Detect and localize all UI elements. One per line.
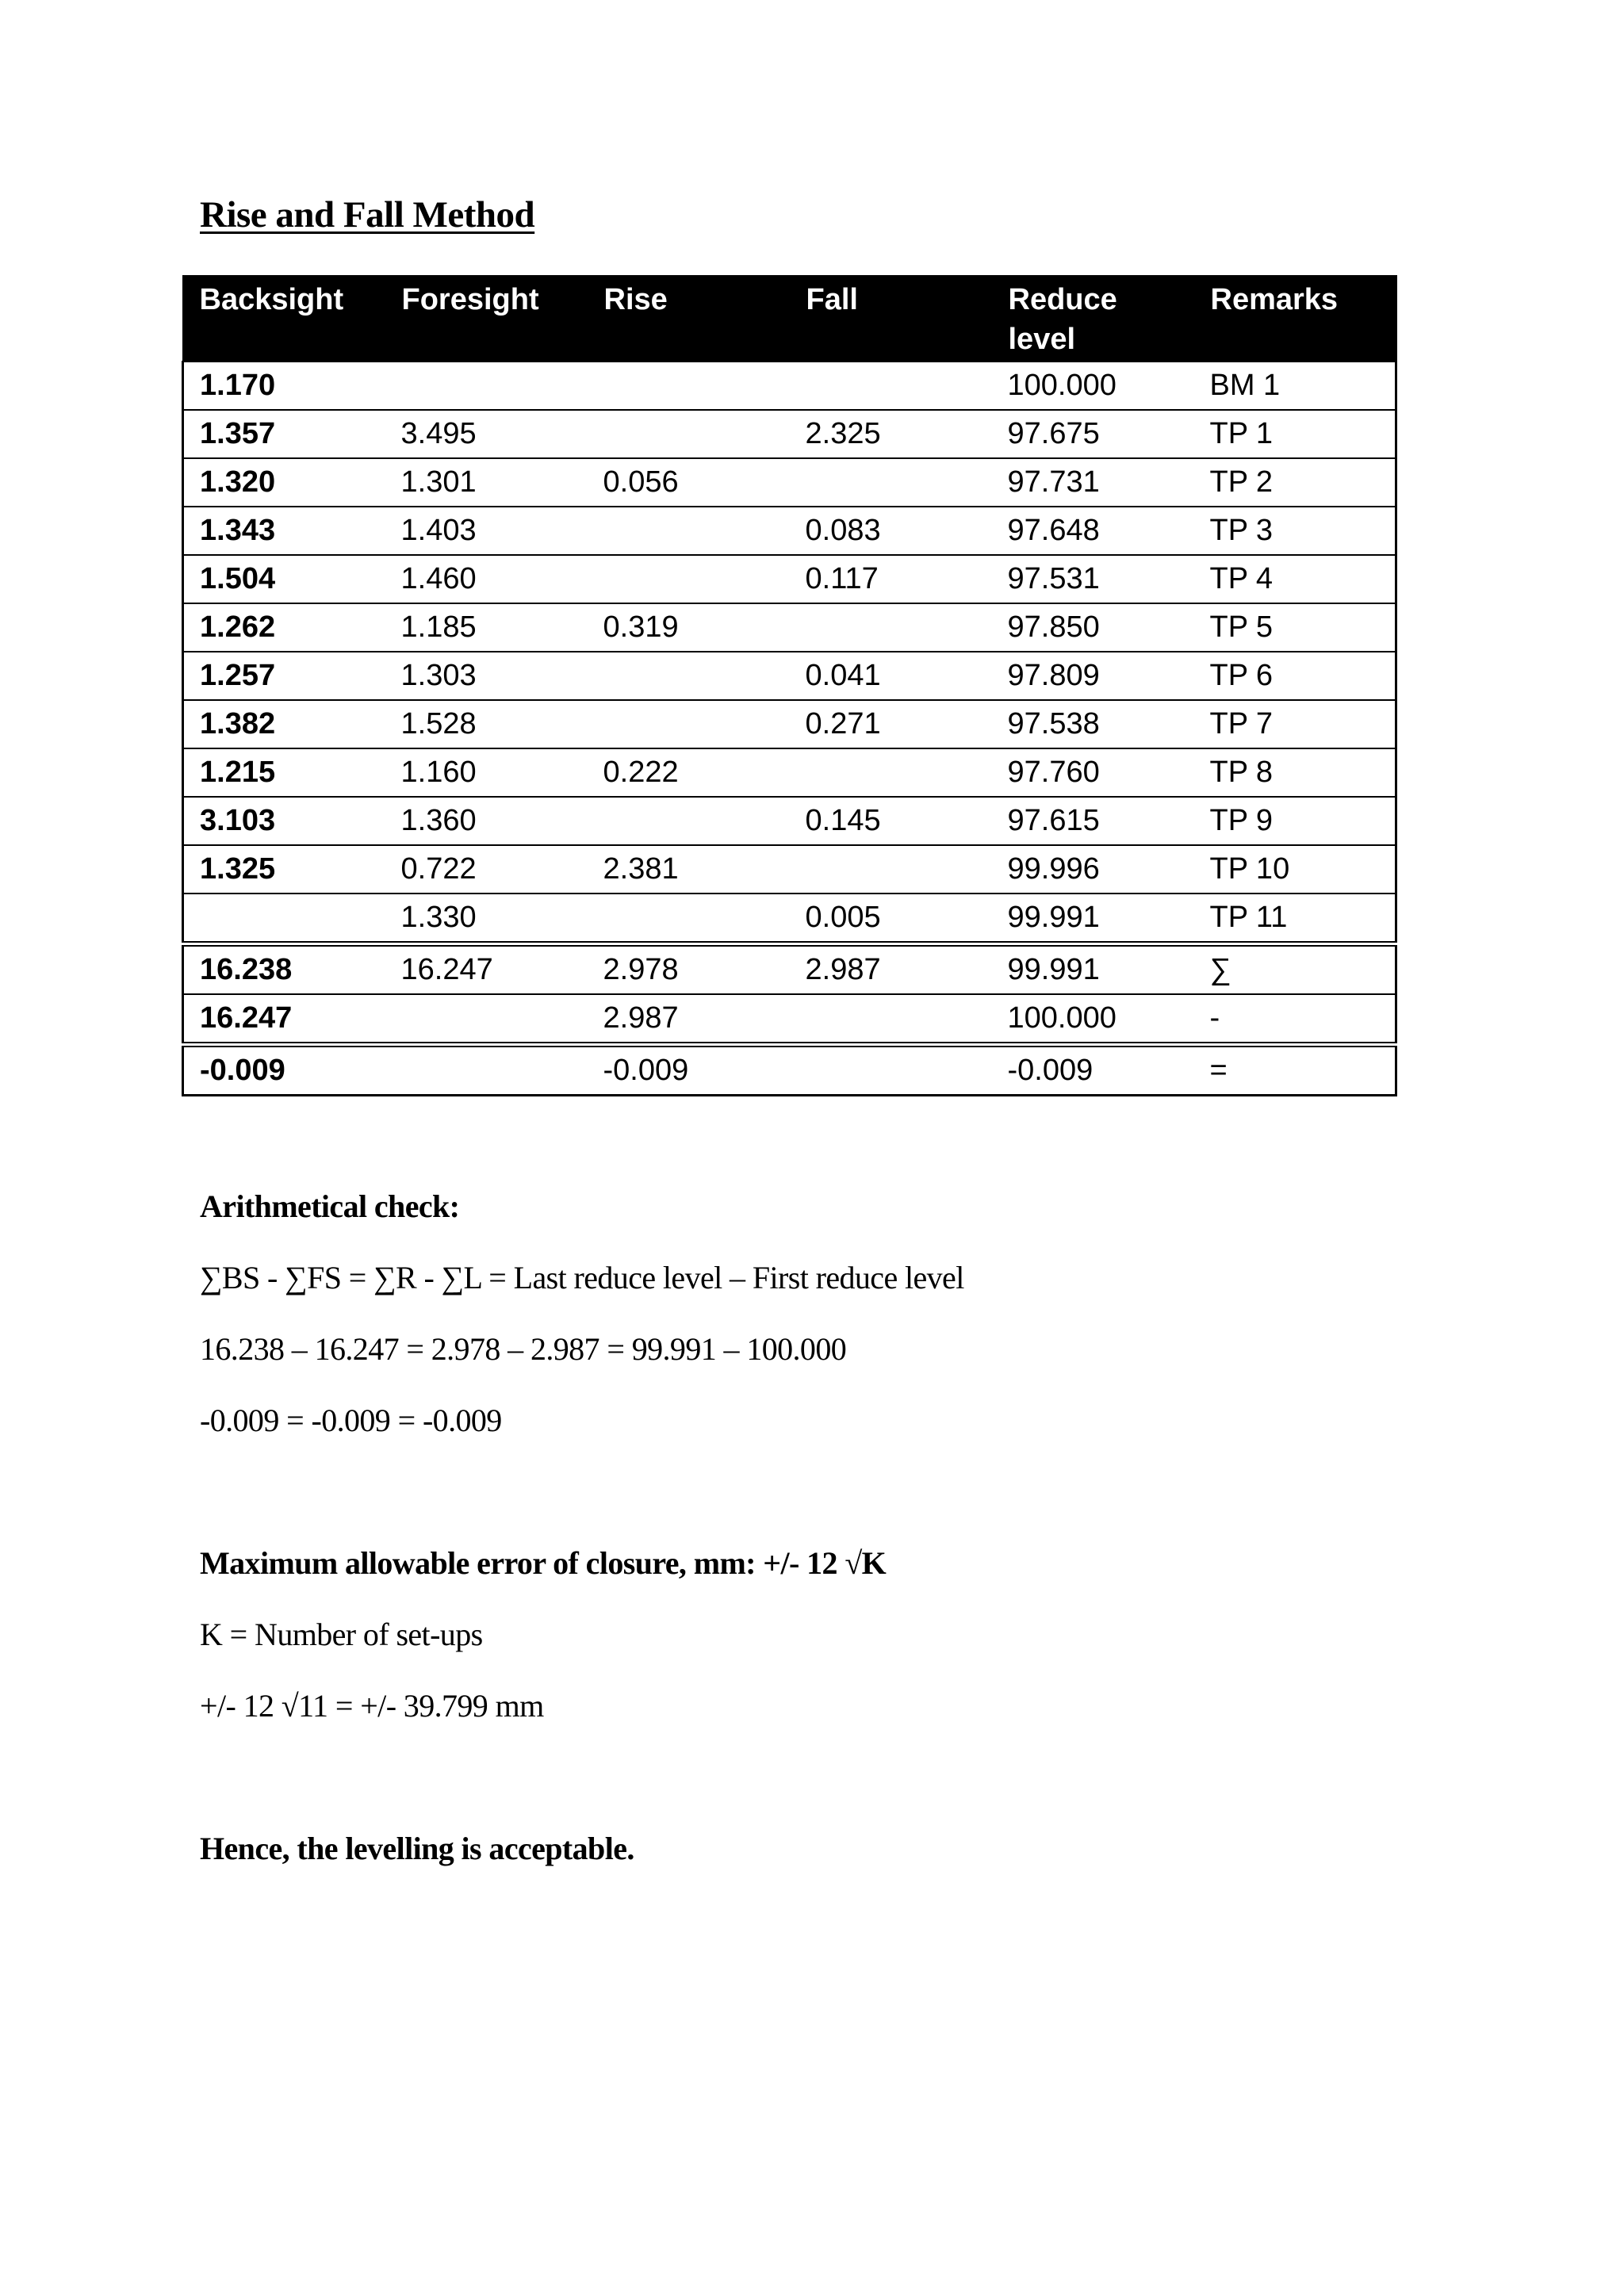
cell-remarks: TP 9 [1194, 797, 1396, 845]
table-row [183, 797, 1396, 845]
cell-rise [588, 507, 790, 555]
cell-fall [790, 603, 992, 652]
cell-fall [790, 845, 992, 894]
table-row [183, 555, 1396, 603]
cell-reduce-level: 97.731 [992, 458, 1194, 507]
diff-backsight: -0.009 [183, 1045, 385, 1096]
cell-backsight: 1.262 [183, 603, 385, 652]
minus-fall [790, 994, 992, 1045]
cell-reduce-level: 97.760 [992, 748, 1194, 797]
cell-remarks: TP 5 [1194, 603, 1396, 652]
cell-backsight: 1.382 [183, 700, 385, 748]
cell-backsight: 1.170 [183, 362, 385, 410]
cell-foresight: 1.185 [385, 603, 588, 652]
minus-backsight: 16.247 [183, 994, 385, 1045]
table-row [183, 748, 1396, 797]
cell-rise: 0.222 [588, 748, 790, 797]
cell-remarks: TP 10 [1194, 845, 1396, 894]
cell-rise [588, 894, 790, 944]
table-row [183, 603, 1396, 652]
cell-reduce-level: 97.615 [992, 797, 1194, 845]
cell-backsight: 1.320 [183, 458, 385, 507]
minus-rise: 2.987 [588, 994, 790, 1045]
cell-rise [588, 652, 790, 700]
cell-remarks: TP 1 [1194, 410, 1396, 458]
header-foresight: Foresight [385, 276, 588, 362]
cell-backsight: 1.257 [183, 652, 385, 700]
header-remarks: Remarks [1194, 276, 1396, 362]
sum-rise: 2.978 [588, 944, 790, 995]
check-formula-line: ∑BS - ∑FS = ∑R - ∑L = Last reduce level – First reduce level [200, 1260, 964, 1295]
cell-fall: 0.041 [790, 652, 992, 700]
cell-remarks: TP 4 [1194, 555, 1396, 603]
levelling-table [182, 275, 1397, 1096]
cell-fall: 0.117 [790, 555, 992, 603]
cell-backsight: 1.325 [183, 845, 385, 894]
check-values-line: 16.238 – 16.247 = 2.978 – 2.987 = 99.991 – 100.000 [200, 1331, 847, 1367]
cell-remarks: TP 3 [1194, 507, 1396, 555]
minus-reduce-level: 100.000 [992, 994, 1194, 1045]
sum-row [183, 944, 1396, 995]
cell-fall: 0.145 [790, 797, 992, 845]
cell-fall [790, 458, 992, 507]
cell-reduce-level: 97.809 [992, 652, 1194, 700]
cell-fall: 2.325 [790, 410, 992, 458]
diff-fall [790, 1045, 992, 1096]
table-header-row [183, 276, 1396, 362]
cell-backsight: 1.504 [183, 555, 385, 603]
table-row [183, 700, 1396, 748]
cell-fall [790, 362, 992, 410]
table-row [183, 410, 1396, 458]
cell-remarks: TP 6 [1194, 652, 1396, 700]
sum-fall: 2.987 [790, 944, 992, 995]
cell-reduce-level: 97.531 [992, 555, 1194, 603]
minus-symbol: - [1194, 994, 1396, 1045]
cell-backsight: 1.215 [183, 748, 385, 797]
cell-reduce-level: 97.675 [992, 410, 1194, 458]
cell-fall: 0.271 [790, 700, 992, 748]
cell-rise [588, 700, 790, 748]
cell-remarks: BM 1 [1194, 362, 1396, 410]
setups-definition-line: K = Number of set-ups [200, 1617, 483, 1652]
header-fall: Fall [790, 276, 992, 362]
error-closure-heading: Maximum allowable error of closure, mm: +/- 12 √K [200, 1545, 887, 1581]
cell-foresight: 1.528 [385, 700, 588, 748]
error-calculation-line: +/- 12 √11 = +/- 39.799 mm [200, 1688, 544, 1724]
cell-foresight: 1.301 [385, 458, 588, 507]
cell-remarks: TP 11 [1194, 894, 1396, 944]
conclusion-text: Hence, the levelling is acceptable. [200, 1831, 634, 1866]
cell-remarks: TP 7 [1194, 700, 1396, 748]
cell-foresight: 0.722 [385, 845, 588, 894]
check-result-line: -0.009 = -0.009 = -0.009 [200, 1402, 502, 1438]
table-row [183, 458, 1396, 507]
minus-row [183, 994, 1396, 1045]
header-rise: Rise [588, 276, 790, 362]
cell-foresight: 3.495 [385, 410, 588, 458]
cell-reduce-level: 99.991 [992, 894, 1194, 944]
sum-reduce-level: 99.991 [992, 944, 1194, 995]
cell-backsight: 1.357 [183, 410, 385, 458]
diff-reduce-level: -0.009 [992, 1045, 1194, 1096]
page-title: Rise and Fall Method [200, 194, 535, 235]
cell-foresight: 1.160 [385, 748, 588, 797]
cell-reduce-level: 100.000 [992, 362, 1194, 410]
table-row [183, 507, 1396, 555]
cell-backsight: 1.343 [183, 507, 385, 555]
equals-symbol: = [1194, 1045, 1396, 1096]
cell-rise [588, 797, 790, 845]
cell-rise: 0.056 [588, 458, 790, 507]
minus-foresight [385, 994, 588, 1045]
cell-rise [588, 362, 790, 410]
arithmetical-check-heading: Arithmetical check: [200, 1188, 460, 1224]
table-row [183, 652, 1396, 700]
cell-foresight: 1.303 [385, 652, 588, 700]
cell-backsight: 3.103 [183, 797, 385, 845]
table-row [183, 362, 1396, 410]
cell-fall [790, 748, 992, 797]
cell-foresight: 1.360 [385, 797, 588, 845]
cell-rise: 2.381 [588, 845, 790, 894]
cell-foresight: 1.403 [385, 507, 588, 555]
cell-reduce-level: 97.850 [992, 603, 1194, 652]
table-row [183, 845, 1396, 894]
difference-row [183, 1045, 1396, 1096]
sum-foresight: 16.247 [385, 944, 588, 995]
cell-reduce-level: 97.648 [992, 507, 1194, 555]
cell-remarks: TP 8 [1194, 748, 1396, 797]
sum-symbol: ∑ [1194, 944, 1396, 995]
cell-fall: 0.083 [790, 507, 992, 555]
table-row [183, 894, 1396, 944]
header-backsight: Backsight [183, 276, 385, 362]
cell-remarks: TP 2 [1194, 458, 1396, 507]
cell-backsight [183, 894, 385, 944]
cell-rise [588, 555, 790, 603]
cell-rise [588, 410, 790, 458]
cell-reduce-level: 99.996 [992, 845, 1194, 894]
cell-rise: 0.319 [588, 603, 790, 652]
header-reduce-level: Reduce level [992, 276, 1194, 362]
cell-foresight [385, 362, 588, 410]
cell-foresight: 1.330 [385, 894, 588, 944]
cell-foresight: 1.460 [385, 555, 588, 603]
cell-reduce-level: 97.538 [992, 700, 1194, 748]
cell-fall: 0.005 [790, 894, 992, 944]
diff-rise: -0.009 [588, 1045, 790, 1096]
sum-backsight: 16.238 [183, 944, 385, 995]
diff-foresight [385, 1045, 588, 1096]
